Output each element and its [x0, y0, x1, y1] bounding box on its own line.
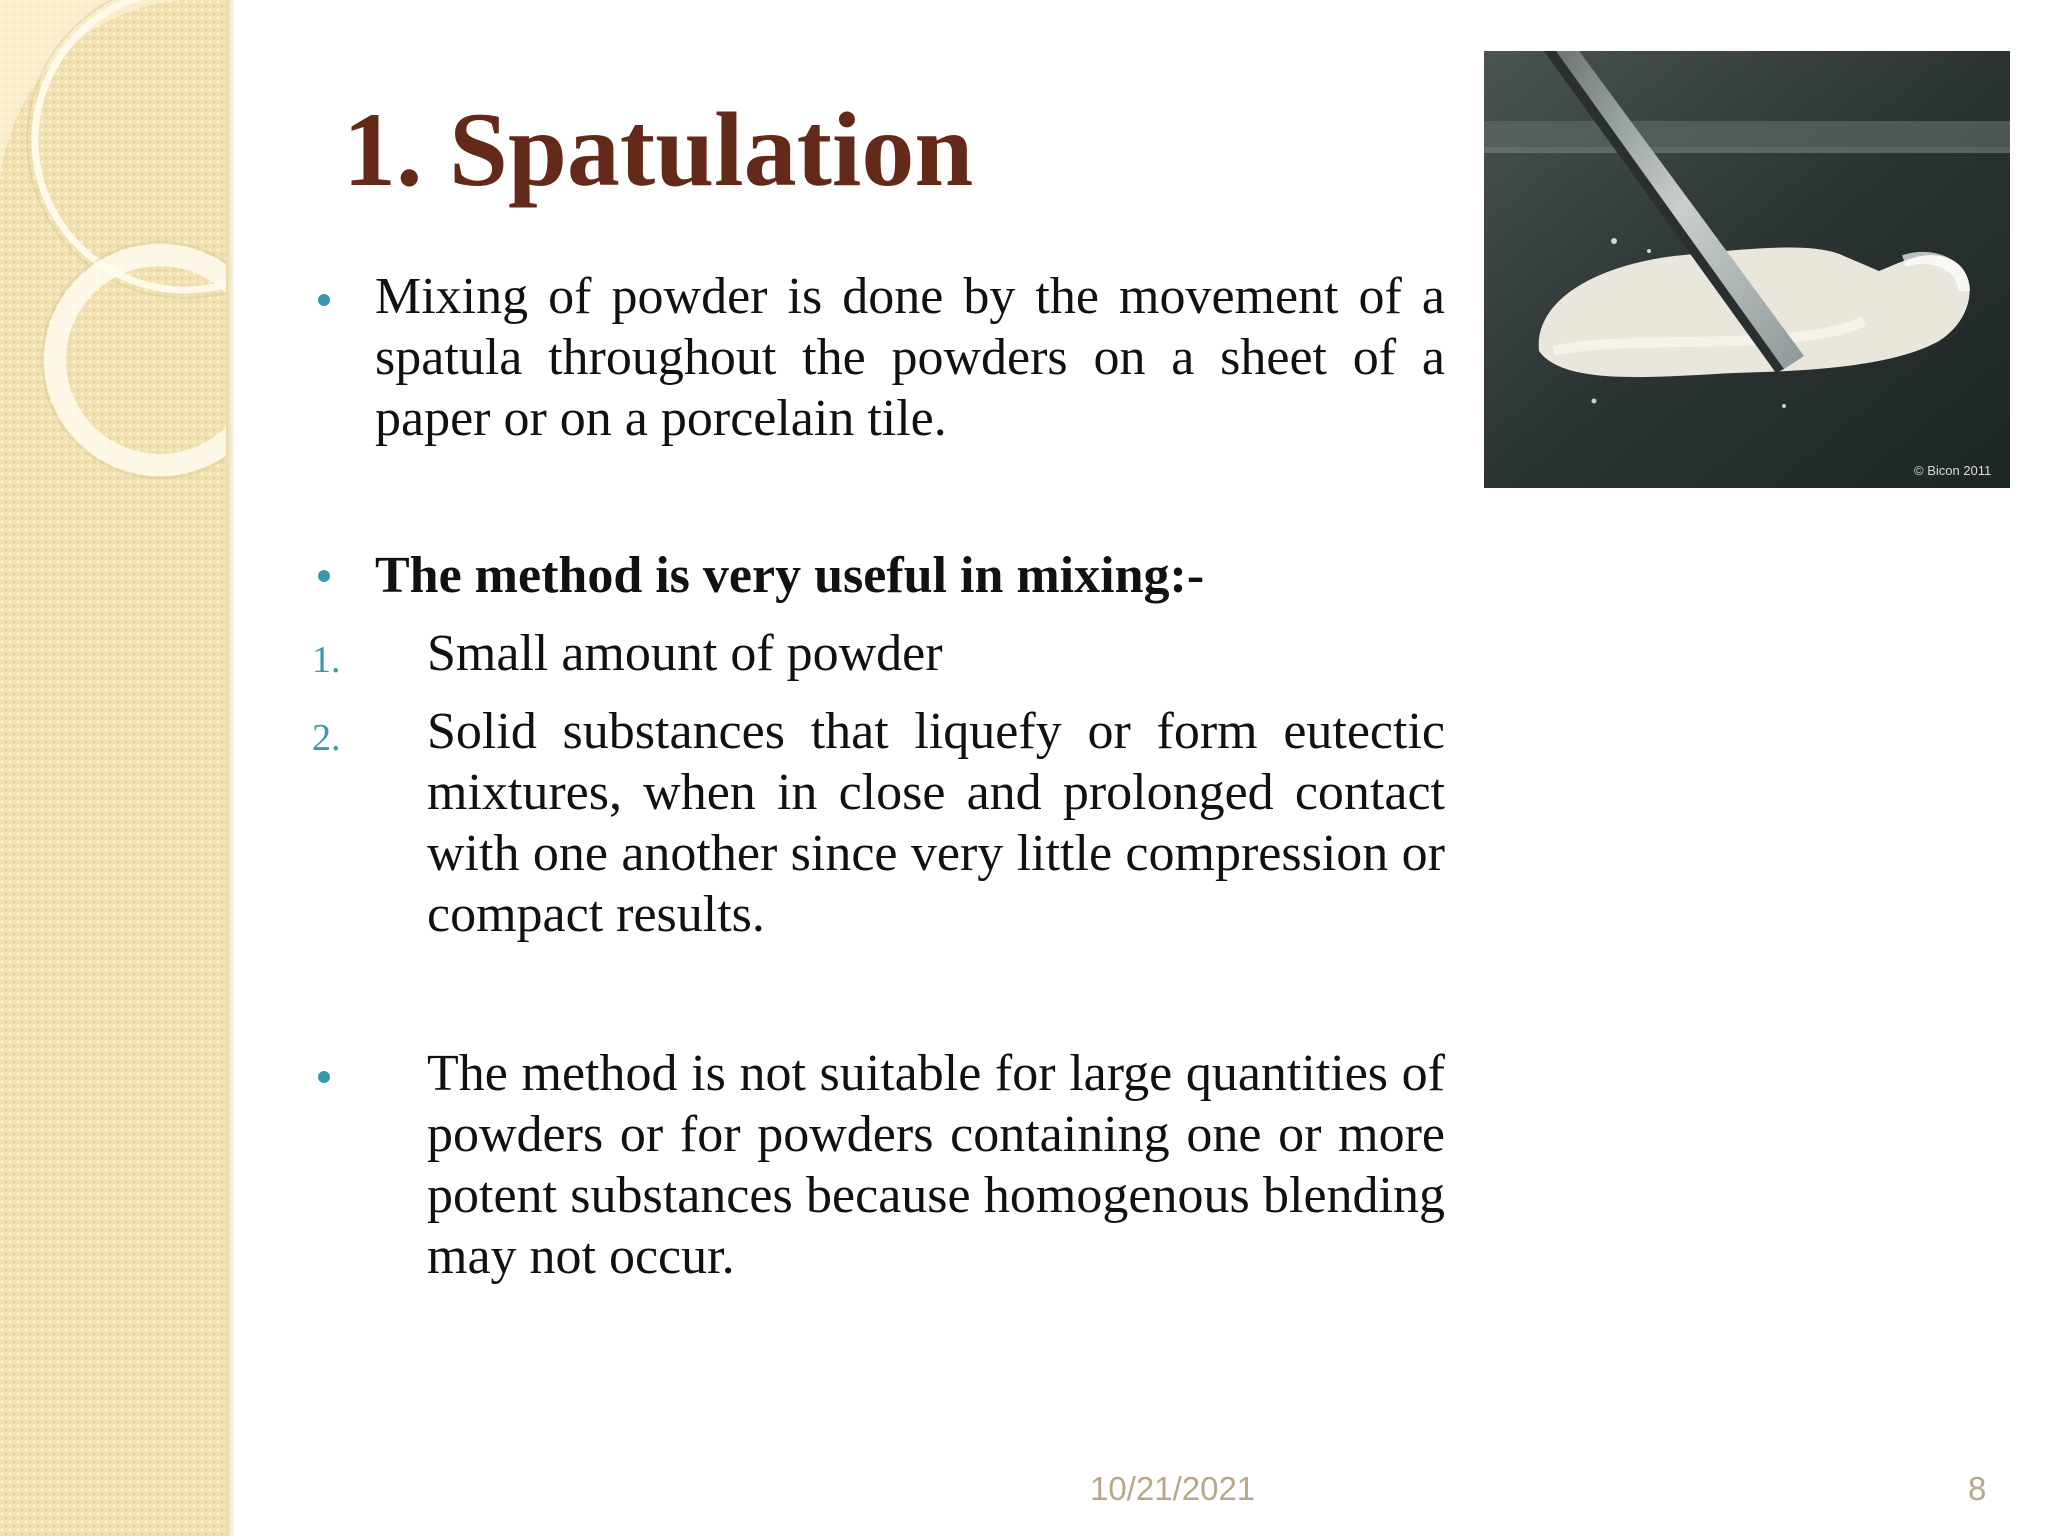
sidebar-circles-decoration: [0, 0, 226, 1536]
sidebar-edge: [226, 0, 234, 1536]
slide-title: 1. Spatulation: [343, 91, 974, 208]
bullet-text-1: Mixing of powder is done by the movement of a spatula throughout the powders on a sheet of a paper or on a porcelain tile.: [375, 268, 1445, 447]
footer-date: 10/21/2021: [1090, 1470, 1256, 1507]
list-item-1: Small amount of powder: [427, 625, 943, 682]
footer-page-number: 8: [1968, 1470, 1987, 1507]
photo-credit: © Bicon 2011: [1914, 463, 1992, 478]
bullet-marker-2: [318, 570, 330, 582]
list-number-1: 1.: [312, 639, 341, 681]
bullet-marker-1: [318, 294, 330, 306]
spatula-powder-photo: [1484, 51, 2010, 488]
decorative-sidebar: [0, 0, 226, 1536]
bullet-text-3: The method is not suitable for large quantities of powders or for powders containing one or more potent substances because homogenous blending may not occur.: [427, 1045, 1445, 1285]
list-number-2: 2.: [312, 717, 341, 759]
bullet-marker-3: [318, 1071, 330, 1083]
bullet-text-2: The method is very useful in mixing:-: [375, 547, 1205, 604]
list-item-2: Solid substances that liquefy or form eutectic mixtures, when in close and prolonged contact with one another since very little compression or compact results.: [427, 703, 1445, 943]
